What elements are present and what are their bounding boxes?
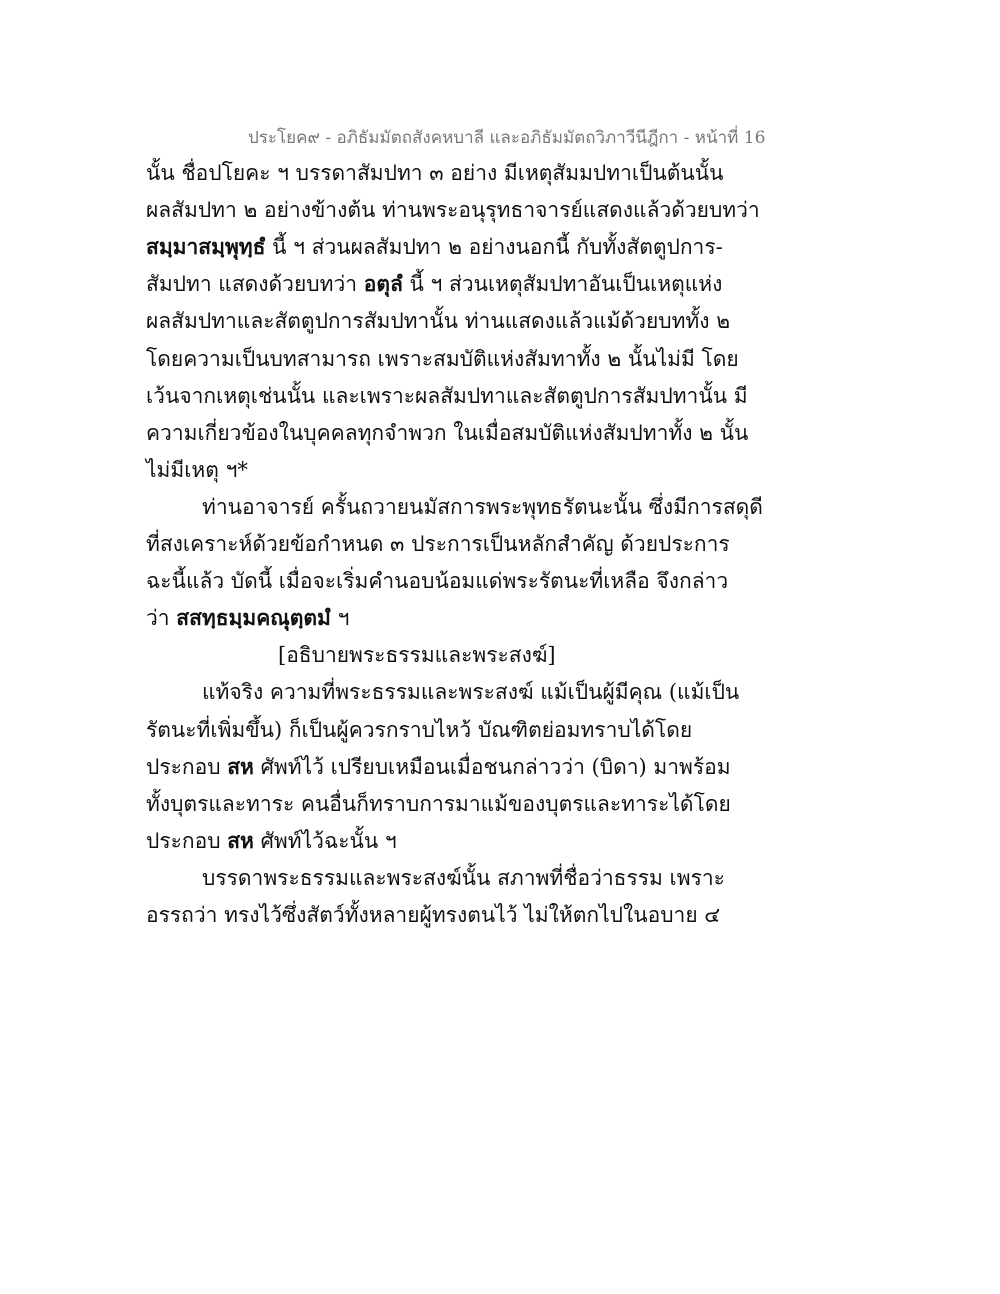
text-segment: นี้ ฯ ส่วนเหตุสัมปทาอันเป็นเหตุแห่ง (402, 272, 723, 297)
text-segment: นั้น ชื่อปโยคะ ฯ บรรดาสัมปทา ๓ อย่าง มีเหตุสัมมปทาเป็นต้นนั้น (146, 161, 724, 185)
text-segment: ประกอบ (146, 754, 228, 779)
pali-term: สห (227, 827, 254, 853)
pali-term: อตุลํ (363, 271, 403, 297)
text-segment: ที่สงเคราะห์ด้วยข้อกำหนด ๓ ประการเป็นหลักสำคัญ ด้วยประการ (146, 532, 730, 556)
text-segment: แท้จริง ความที่พระธรรมและพระสงฆ์ แม้เป็นผู้มีคุณ (แม้เป็น (202, 680, 740, 705)
text-line (202, 677, 762, 707)
text-line (146, 306, 731, 336)
text-line (146, 789, 731, 819)
text-segment: บรรดาพระธรรมและพระสงฆ์นั้น สภาพที่ชื่อว่าธรรม เพราะ (202, 865, 725, 890)
page-header: ประโยค๙ - อภิธัมมัตถสังคหบาลี และอภิธัมมัตถวิภาวีนีฎีกา - หน้าที่ 16 (248, 128, 766, 148)
text-segment: ฯ (330, 606, 350, 631)
text-segment: ทั้งบุตรและทาระ คนอื่นก็ทราบการมาแม้ของบุตรและทาระได้โดย (146, 791, 731, 816)
text-line (146, 269, 723, 299)
text-line (146, 381, 748, 411)
text-segment: ว่า (146, 606, 177, 631)
text-segment: ศัพท์ไว้ เปรียบเหมือนเมื่อชนกล่าวว่า (บิดา) มาพร้อม (253, 754, 731, 779)
text-segment: ประกอบ (146, 828, 228, 853)
text-line (146, 826, 706, 856)
pali-term: สมฺมาสมฺพุทฺธํ (146, 234, 266, 260)
pali-term: สสทฺธมฺมคณุตฺตมํ (176, 605, 331, 631)
text-line (146, 529, 730, 559)
text-segment: อรรถว่า ทรงไว้ซึ่งสัตว์ทั้งหลายผู้ทรงตนไว้ ไม่ให้ตกไปในอบาย ๔ (146, 903, 721, 927)
text-segment: นี้ ฯ ส่วนผลสัมปทา ๒ อย่างนอกนี้ กับทั้งสัตตูปการ- (265, 235, 723, 260)
text-line (146, 566, 729, 596)
text-segment: [อธิบายพระธรรมและพระสงฆ์] (278, 643, 556, 668)
text-line (146, 195, 760, 225)
text-line (146, 158, 724, 188)
text-line (202, 492, 762, 522)
text-line (146, 900, 721, 930)
text-line (202, 863, 762, 893)
text-line (146, 752, 731, 782)
section-heading (278, 640, 838, 670)
text-line (146, 232, 723, 262)
text-line (146, 344, 739, 374)
text-segment: เว้นจากเหตุเช่นนั้น และเพราะผลสัมปทาและสัตตูปการสัมปทานั้น มี (146, 383, 748, 408)
text-segment: รัตนะที่เพิ่มขึ้น) ก็เป็นผู้ควรกราบไหว้ บัณฑิตย่อมทราบได้โดย (146, 717, 693, 742)
text-segment: ฉะนี้แล้ว บัดนี้ เมื่อจะเริ่มคำนอบน้อมแด่พระรัตนะที่เหลือ จึงกล่าว (146, 569, 729, 594)
text-segment: ผลสัมปทา ๒ อย่างข้างต้น ท่านพระอนุรุทธาจารย์แสดงแล้วด้วยบทว่า (146, 198, 760, 223)
text-segment: ความเกี่ยวข้องในบุคคลทุกจำพวก ในเมื่อสมบัติแห่งสัมปทาทั้ง ๒ นั้น (146, 420, 749, 445)
text-segment: ศัพท์ไว้ฉะนั้น ฯ (253, 828, 397, 853)
pali-term: สห (227, 753, 254, 779)
text-segment: ท่านอาจารย์ ครั้นถวายนมัสการพระพุทธรัตนะนั้น ซึ่งมีการสดุดี (202, 494, 763, 519)
text-segment: โดยความเป็นบทสามารถ เพราะสมบัติแห่งสัมทาทั้ง ๒ นั้นไม่มี โดย (146, 346, 739, 371)
text-segment: ผลสัมปทาและสัตตูปการสัมปทานั้น ท่านแสดงแล้วแม้ด้วยบททั้ง ๒ (146, 309, 731, 334)
text-line (146, 418, 749, 448)
text-segment: ไม่มีเหตุ ฯ* (146, 457, 248, 482)
text-line (146, 715, 706, 745)
text-segment: สัมปทา แสดงด้วยบทว่า (146, 272, 364, 297)
text-line (146, 455, 706, 485)
text-line (146, 603, 706, 633)
